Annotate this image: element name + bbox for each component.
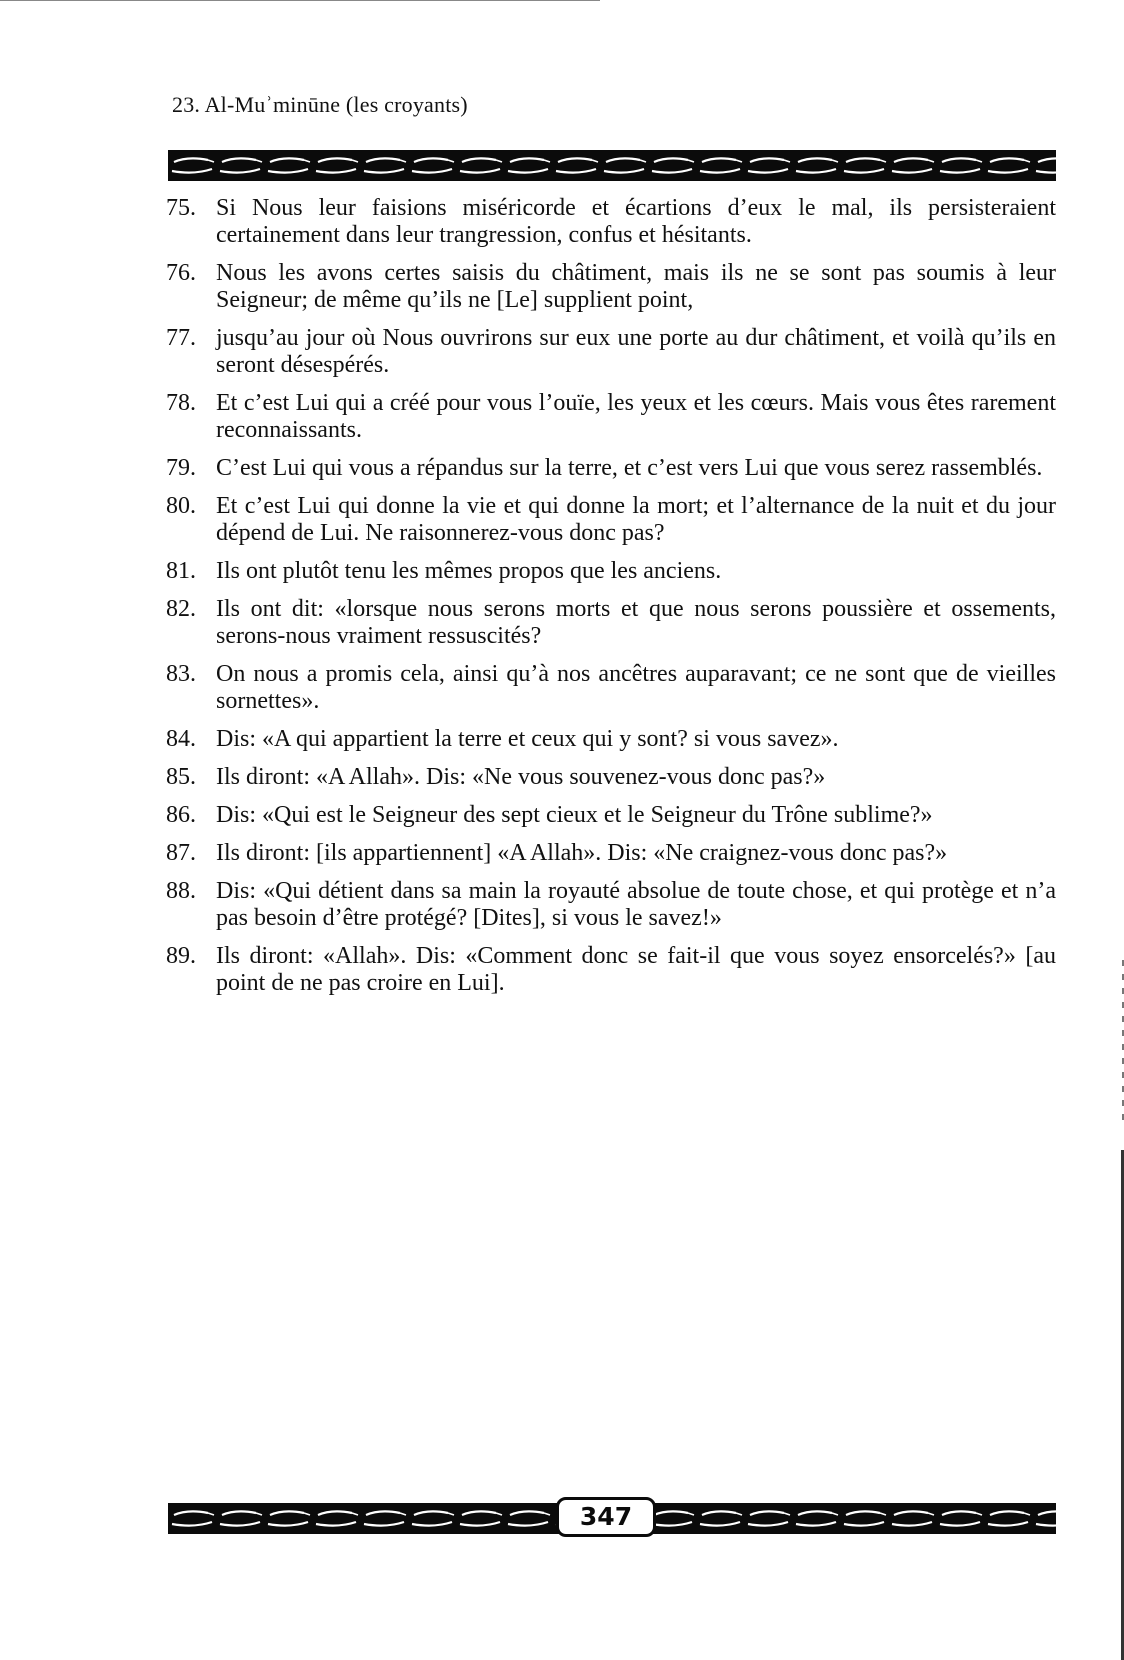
- verse-item: [166, 260, 1056, 314]
- verse-number: 77.: [166, 325, 196, 351]
- verse-text: Ils diront: «A Allah». Dis: «Ne vous souvenez-vous donc pas?»: [216, 764, 826, 790]
- verse-item: [166, 878, 1056, 932]
- verse-text: Dis: «Qui détient dans sa main la royauté absolue de toute chose, et qui protège et n’a pas besoin d’être protégé? [Dites], si vous le savez!»: [216, 878, 1056, 931]
- verse-number: 82.: [166, 596, 196, 622]
- verse-text: Ils diront: «Allah». Dis: «Comment donc se fait-il que vous soyez ensorcelés?» [au point de ne pas croire en Lui].: [216, 943, 1056, 996]
- top-ornamental-border: [168, 150, 1056, 181]
- verse-item: [166, 764, 1056, 791]
- verse-text: Dis: «Qui est le Seigneur des sept cieux et le Seigneur du Trône sublime?»: [216, 802, 933, 828]
- verse-text: Et c’est Lui qui a créé pour vous l’ouïe, les yeux et les cœurs. Mais vous êtes rarement reconnaissants.: [216, 390, 1056, 443]
- running-title: 23. Al-Muʾminūne (les croyants): [172, 92, 468, 117]
- verse-text: Ils ont plutôt tenu les mêmes propos que les anciens.: [216, 558, 722, 584]
- verse-item: [166, 726, 1056, 753]
- verse-number: 85.: [166, 764, 196, 790]
- verse-number: 75.: [166, 195, 196, 221]
- verse-number: 81.: [166, 558, 196, 584]
- verse-list: [166, 195, 1056, 1008]
- verse-number: 83.: [166, 661, 196, 687]
- verse-item: [166, 661, 1056, 715]
- verse-number: 84.: [166, 726, 196, 752]
- verse-item: [166, 558, 1056, 585]
- verse-text: Ils diront: [ils appartiennent] «A Allah». Dis: «Ne craignez-vous donc pas?»: [216, 840, 948, 866]
- verse-number: 79.: [166, 455, 196, 481]
- verse-number: 88.: [166, 878, 196, 904]
- verse-item: [166, 943, 1056, 997]
- verse-number: 89.: [166, 943, 196, 969]
- verse-item: [166, 596, 1056, 650]
- verse-text: jusqu’au jour où Nous ouvrirons sur eux une porte au dur châtiment, et voilà qu’ils en seront désespérés.: [216, 325, 1056, 378]
- verse-item: [166, 840, 1056, 867]
- verse-text: On nous a promis cela, ainsi qu’à nos ancêtres auparavant; ce ne sont que de vieilles sornettes».: [216, 661, 1056, 714]
- verse-number: 76.: [166, 260, 196, 286]
- verse-text: C’est Lui qui vous a répandus sur la terre, et c’est vers Lui que vous serez rassemblés.: [216, 455, 1043, 481]
- verse-text: Dis: «A qui appartient la terre et ceux qui y sont? si vous savez».: [216, 726, 839, 752]
- verse-text: Nous les avons certes saisis du châtiment, mais ils ne se sont pas soumis à leur Seigneur; de même qu’ils ne [Le] supplient point,: [216, 260, 1056, 313]
- verse-text: Si Nous leur faisions miséricorde et écartions d’eux le mal, ils persisteraient certainement dans leur trangression, confus et hésitants.: [216, 195, 1056, 248]
- verse-number: 86.: [166, 802, 196, 828]
- verse-item: [166, 493, 1056, 547]
- verse-text: Ils ont dit: «lorsque nous serons morts et que nous serons poussière et ossements, serons-nous vraiment ressuscités?: [216, 596, 1056, 649]
- verse-item: [166, 390, 1056, 444]
- verse-item: [166, 195, 1056, 249]
- verse-number: 87.: [166, 840, 196, 866]
- top-rule: [0, 0, 600, 1]
- verse-number: 80.: [166, 493, 196, 519]
- verse-number: 78.: [166, 390, 196, 416]
- chain-pattern-top: [168, 150, 1056, 181]
- verse-item: [166, 455, 1056, 482]
- page-number: 347: [556, 1497, 656, 1537]
- verse-item: [166, 802, 1056, 829]
- verse-text: Et c’est Lui qui donne la vie et qui donne la mort; et l’alternance de la nuit et du jour dépend de Lui. Ne raisonnerez-vous donc pas?: [216, 493, 1056, 546]
- verse-item: [166, 325, 1056, 379]
